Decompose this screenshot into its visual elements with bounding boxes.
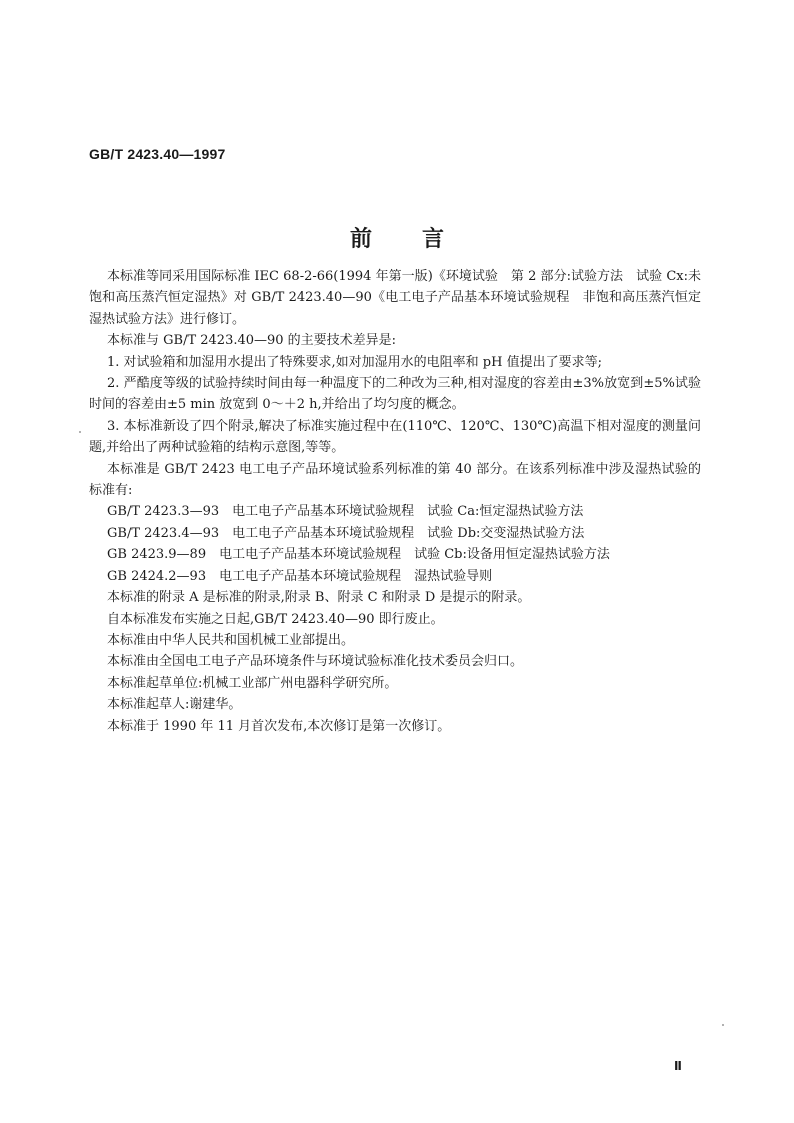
paragraph-history: 本标准于 1990 年 11 月首次发布,本次修订是第一次修订。: [107, 718, 451, 734]
scan-dot: [79, 431, 81, 433]
paragraph-proposed-by: 本标准由中华人民共和国机械工业部提出。: [107, 632, 355, 648]
reference-standard-item: GB/T 2423.3—93 电工电子产品基本环境试验规程 试验 Ca:恒定湿热试验方法: [107, 504, 584, 520]
paragraph-difference-2: 2. 严酷度等级的试验持续时间由每一种温度下的二种改为三种,相对湿度的容差由±3%放宽到±5%试验时间的容差由±5 min 放宽到 0～＋2 h,并给出了均匀度的概念。: [89, 376, 701, 413]
paragraph-adoption: 本标准等同采用国际标准 IEC 68-2-66(1994 年第一版)《环境试验 第 2 部分:试验方法 试验 Cx:未饱和高压蒸汽恒定湿热》对 GB/T 2423.40—90《电工电子产品基本环境试验规程 非饱和高压蒸汽恒定湿热试验方法》进行修订。: [89, 269, 701, 327]
standard-code: GB/T 2423.40—1997: [89, 146, 226, 162]
foreword-body: [89, 266, 701, 737]
paragraph-differences-intro: 本标准与 GB/T 2423.40—90 的主要技术差异是:: [107, 333, 397, 349]
page-number: Ⅱ: [674, 1059, 682, 1073]
reference-standard-item: GB/T 2423.4—93 电工电子产品基本环境试验规程 试验 Db:交变湿热试验方法: [107, 525, 585, 541]
paragraph-centralized-by: 本标准由全国电工电子产品环境条件与环境试验标准化技术委员会归口。: [107, 654, 524, 670]
reference-standard-item: GB 2423.9—89 电工电子产品基本环境试验规程 试验 Cb:设备用恒定湿热试验方法: [107, 547, 610, 563]
paragraph-drafter: 本标准起草人:谢建华。: [107, 697, 242, 713]
scan-dot: [722, 1024, 724, 1026]
paragraph-appendices: 本标准的附录 A 是标准的附录,附录 B、附录 C 和附录 D 是提示的附录。: [107, 590, 531, 606]
paragraph-difference-1: 1. 对试验箱和加湿用水提出了特殊要求,如对加湿用水的电阻率和 pH 值提出了要求等;: [107, 354, 602, 370]
paragraph-difference-3: 3. 本标准新设了四个附录,解决了标准实施过程中在(110℃、120℃、130℃)高温下相对湿度的测量问题,并给出了两种试验箱的结构示意图,等等。: [89, 418, 701, 456]
reference-standard-item: GB 2424.2—93 电工电子产品基本环境试验规程 湿热试验导则: [107, 568, 493, 584]
paragraph-series: 本标准是 GB/T 2423 电工电子产品环境试验系列标准的第 40 部分。在该系列标准中涉及湿热试验的标准有:: [89, 461, 701, 499]
paragraph-drafting-unit: 本标准起草单位:机械工业部广州电器科学研究所。: [107, 675, 398, 691]
page-title: 前言: [349, 227, 494, 252]
paragraph-supersedes: 自本标准发布实施之日起,GB/T 2423.40—90 即行废止。: [107, 611, 444, 627]
